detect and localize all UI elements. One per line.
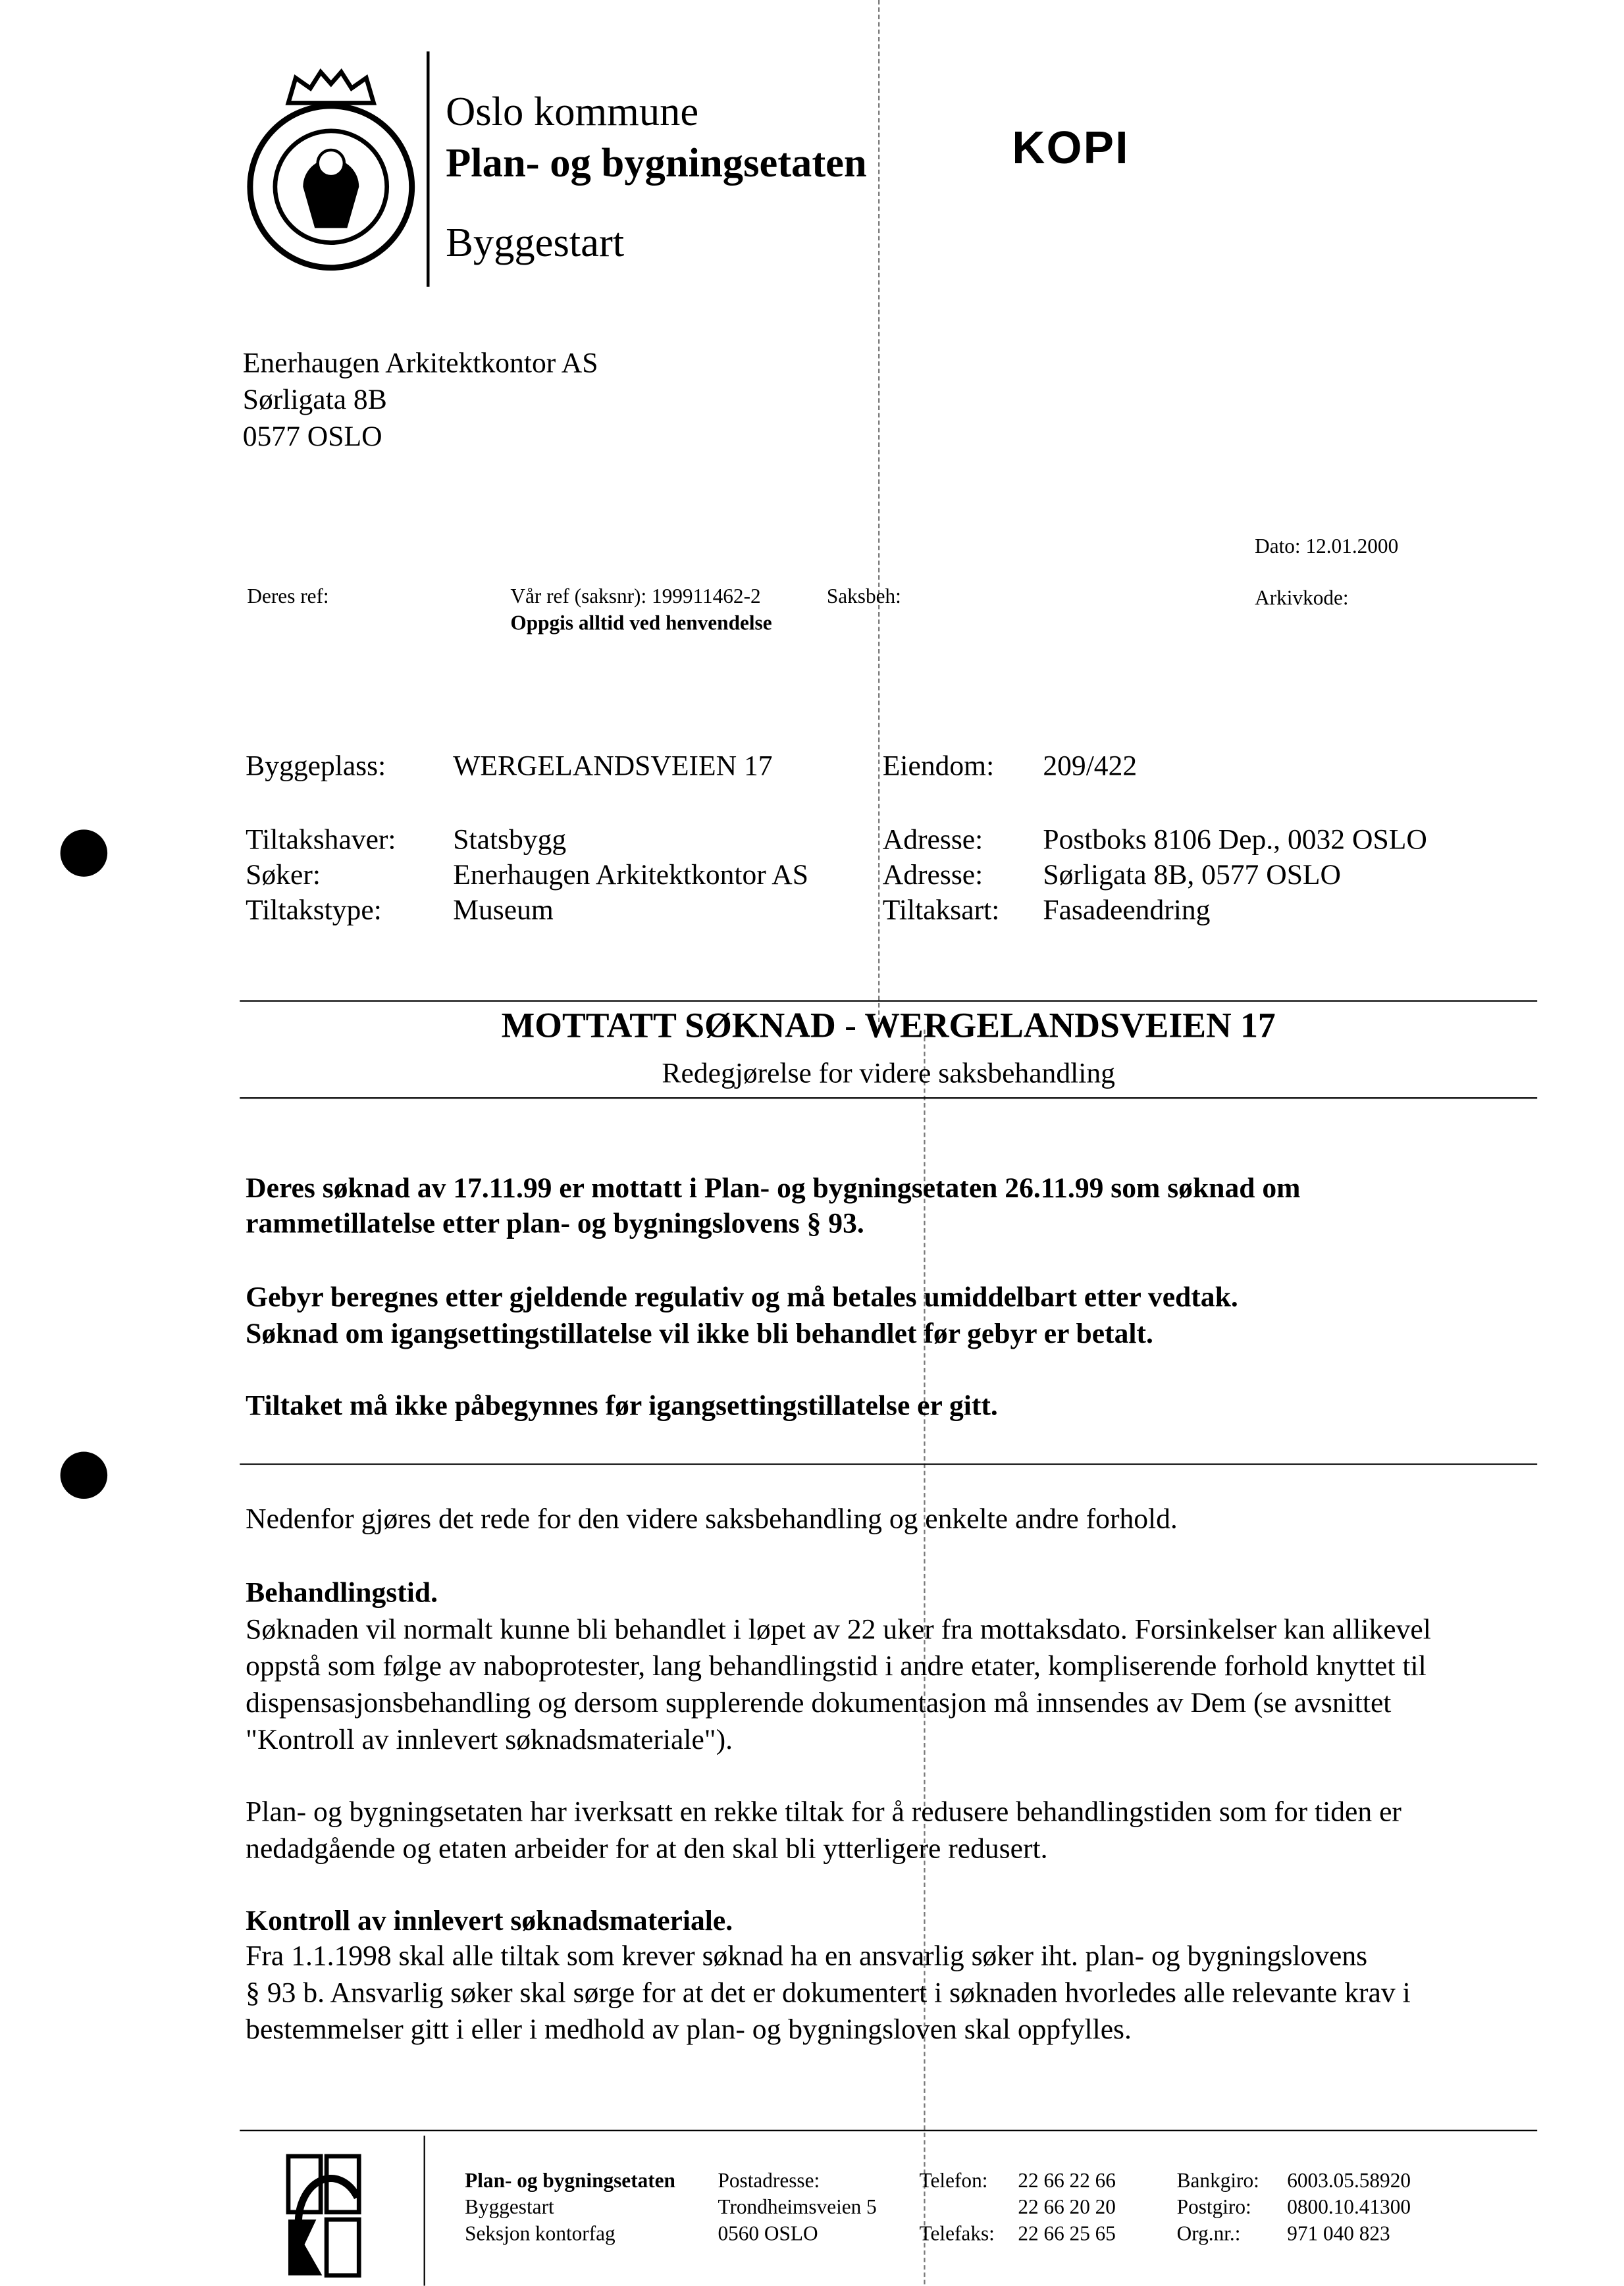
- body-line: bestemmelser gitt i eller i medhold av plan- og bygningsloven skal oppfylles.: [246, 2015, 1132, 2046]
- saksbehandler: Saksbeh:: [826, 586, 901, 610]
- notice-line: Tiltaket må ikke påbegynnes før igangsettingstillatelse er gitt.: [246, 1391, 998, 1422]
- footer-divider: [240, 2130, 1537, 2131]
- footer-text: Postadresse:: [718, 2171, 820, 2193]
- notice-line: Deres søknad av 17.11.99 er mottatt i Plan- og bygningsetaten 26.11.99 som søknad om: [246, 1174, 1301, 1205]
- divider: [240, 1097, 1537, 1099]
- value: Enerhaugen Arkitektkontor AS: [453, 860, 809, 892]
- footer-phone: 22 66 20 20: [1018, 2197, 1116, 2220]
- footer-phone: 22 66 25 65: [1018, 2223, 1116, 2247]
- label: Adresse:: [882, 860, 983, 892]
- oslo-seal-logo: [244, 66, 418, 275]
- footer-text: Org.nr.:: [1176, 2223, 1241, 2247]
- body-line: nedadgående og etaten arbeider for at den skal bli ytterligere redusert.: [246, 1834, 1048, 1865]
- date: Dato: 12.01.2000: [1255, 536, 1399, 559]
- arkivkode: Arkivkode:: [1255, 588, 1349, 611]
- punch-hole: [61, 1452, 108, 1499]
- footer-text: Byggestart: [465, 2197, 554, 2220]
- recipient-line: Enerhaugen Arkitektkontor AS: [242, 348, 598, 380]
- notice-line: rammetillatelse etter plan- og bygningslovens § 93.: [246, 1208, 864, 1240]
- label: Tiltakstype:: [246, 895, 382, 927]
- notice-line: Gebyr beregnes etter gjeldende regulativ og må betales umiddelbart etter vedtak.: [246, 1282, 1238, 1314]
- body-line: Fra 1.1.1998 skal alle tiltak som krever søknad ha en ansvarlig søker iht. plan- og bygningslovens: [246, 1941, 1368, 1973]
- fold-line: [878, 0, 879, 1029]
- footer-text: 6003.05.58920: [1287, 2171, 1411, 2193]
- body-line: oppstå som følge av naboprotester, lang behandlingstid i andre etater, kompliserende forhold knyttet til: [246, 1651, 1427, 1683]
- footer-text: Bankgiro:: [1176, 2171, 1259, 2193]
- footer-phone: 22 66 22 66: [1018, 2171, 1116, 2193]
- section-name: Byggestart: [446, 221, 625, 267]
- footer-text: Plan- og bygningsetaten: [465, 2171, 675, 2193]
- value: WERGELANDSVEIEN 17: [453, 751, 773, 783]
- body-line: "Kontroll av innlevert søknadsmateriale").: [246, 1725, 733, 1757]
- department-name: Plan- og bygningsetaten: [446, 141, 867, 187]
- footer-text: 0800.10.41300: [1287, 2197, 1411, 2220]
- var-ref: Vår ref (saksnr): 199911462-2: [510, 586, 761, 610]
- footer-text: Telefaks:: [919, 2223, 995, 2247]
- footer-text: Postgiro:: [1176, 2197, 1251, 2220]
- footer-text: Seksjon kontorfag: [465, 2223, 616, 2247]
- divider: [240, 1463, 1537, 1465]
- footer-text: 0560 OSLO: [718, 2223, 818, 2247]
- body-line: Søknaden vil normalt kunne bli behandlet i løpet av 22 uker fra mottaksdato. Forsinkelser kan allikevel: [246, 1615, 1431, 1646]
- value: Postboks 8106 Dep., 0032 OSLO: [1043, 825, 1427, 856]
- document-title: MOTTATT SØKNAD - WERGELANDSVEIEN 17: [501, 1007, 1276, 1046]
- section-heading: Behandlingstid.: [246, 1578, 438, 1609]
- footer-text: Trondheimsveien 5: [718, 2197, 877, 2220]
- label: Tiltakshaver:: [246, 825, 396, 856]
- punch-hole: [61, 829, 108, 877]
- org-name: Oslo kommune: [446, 90, 699, 136]
- document-subtitle: Redegjørelse for videre saksbehandling: [662, 1058, 1115, 1090]
- section-heading: Kontroll av innlevert søknadsmateriale.: [246, 1906, 733, 1937]
- divider: [240, 1000, 1537, 1002]
- label: Adresse:: [882, 825, 983, 856]
- footer-text: Telefon:: [919, 2171, 988, 2193]
- value: Museum: [453, 895, 554, 927]
- body-line: Plan- og bygningsetaten har iverksatt en rekke tiltak for å redusere behandlingstiden som for tiden er: [246, 1797, 1401, 1829]
- value: Sørligata 8B, 0577 OSLO: [1043, 860, 1342, 892]
- label: Tiltaksart:: [882, 895, 1000, 927]
- value: Fasadeendring: [1043, 895, 1211, 927]
- recipient-line: 0577 OSLO: [242, 422, 382, 454]
- footer-vertical-divider: [424, 2136, 426, 2286]
- value: Statsbygg: [453, 825, 567, 856]
- kopi-stamp: KOPI: [1012, 122, 1130, 174]
- notice-line: Søknad om igangsettingstillatelse vil ikke bli behandlet før gebyr er betalt.: [246, 1319, 1153, 1351]
- intro-text: Nedenfor gjøres det rede for den videre saksbehandling og enkelte andre forhold.: [246, 1504, 1178, 1536]
- deres-ref: Deres ref:: [247, 586, 329, 610]
- body-line: § 93 b. Ansvarlig søker skal sørge for at det er dokumentert i søknaden hvorledes alle relevante krav i: [246, 1978, 1411, 2010]
- footer-text: 971 040 823: [1287, 2223, 1390, 2247]
- value: 209/422: [1043, 751, 1138, 783]
- label: Eiendom:: [882, 751, 995, 783]
- header-divider: [427, 51, 429, 287]
- label: Byggeplass:: [246, 751, 386, 783]
- label: Søker:: [246, 860, 321, 892]
- recipient-line: Sørligata 8B: [242, 385, 387, 417]
- ref-note: Oppgis alltid ved henvendelse: [510, 613, 772, 636]
- pbe-logo: [284, 2153, 402, 2278]
- body-line: dispensasjonsbehandling og dersom supplerende dokumentasjon må innsendes av Dem (se avsnittet: [246, 1688, 1392, 1720]
